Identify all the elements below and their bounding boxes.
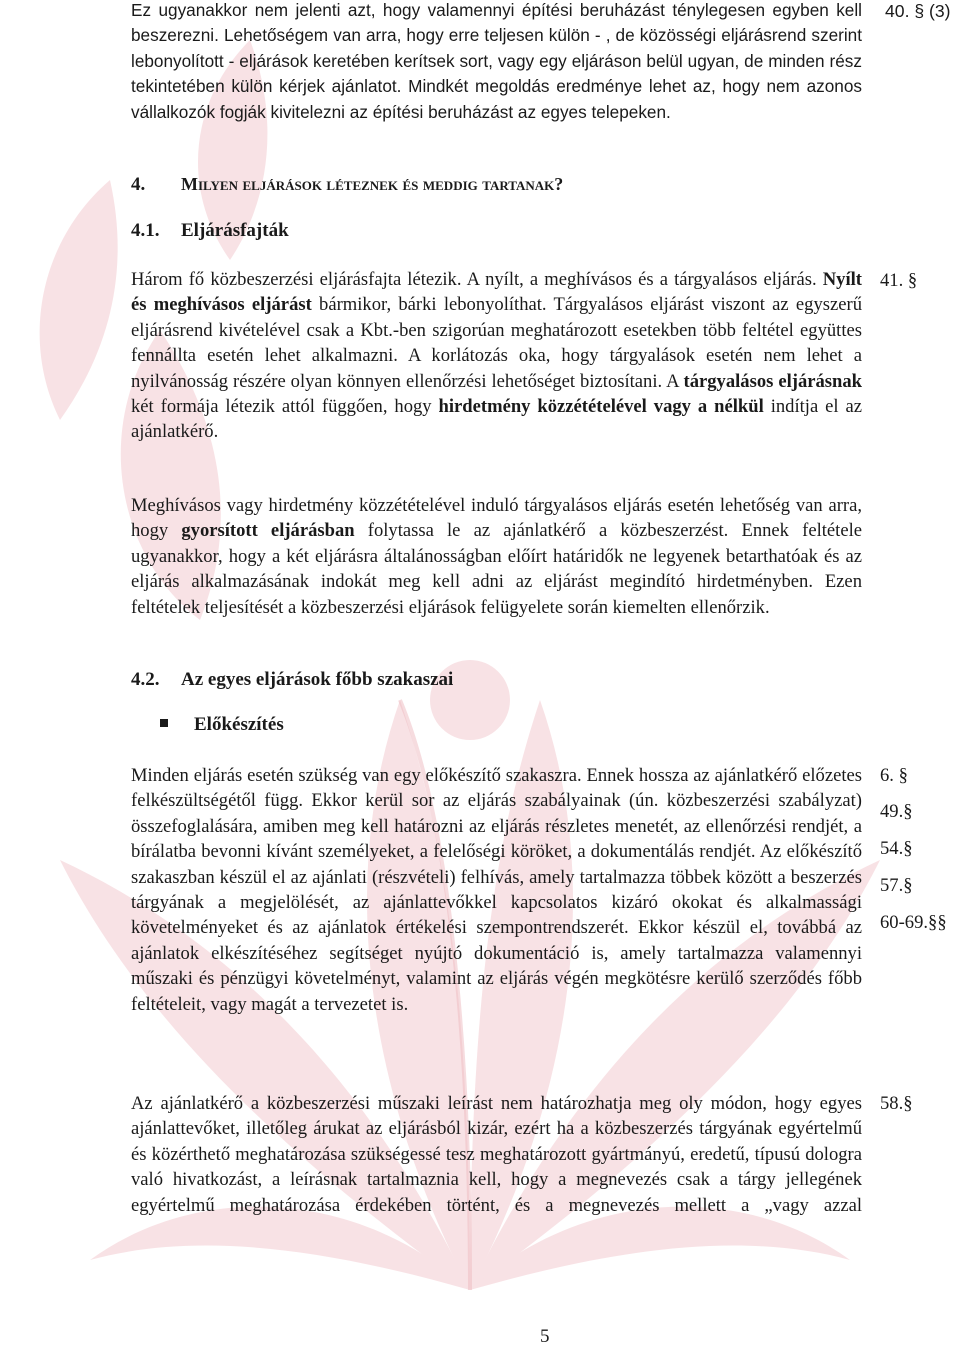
- page-number: 5: [540, 1326, 550, 1347]
- intro-text-2: Mindkét megoldás eredménye lehet az, hogy nem azonos vállalkozók fogják kivitelezni az építési beruházást az egyes telepeken.: [131, 76, 862, 122]
- margin-note: 6. §: [880, 765, 908, 786]
- margin-note: 41. §: [880, 270, 918, 291]
- bold-run: Nyílt és meghívásos eljárást: [131, 269, 862, 316]
- margin-note: 49.§: [880, 801, 913, 822]
- text-run: Meghívásos vagy hirdetmény közzétételével induló tárgyalásos eljárás esetén lehetőség van arra, hogy: [131, 495, 862, 542]
- section-title: Az egyes eljárások főbb szakaszai: [181, 669, 454, 690]
- elokeszites-paragraph: [131, 763, 862, 1017]
- text-run: folytassa le az ajánlatkérő a közbeszerzést. Ennek feltétele ugyanakkor, hogy a két eljárásra általánosságban előírt határidők ne legyenek betarthatóak és az eljárás alkalmazásának indokát meg kell adni az eljárást megindító hirdetményben. Ezen feltételek teljesítését a közbeszerzési eljárások felügyelete során kiemelten ellenőrzik.: [131, 520, 862, 618]
- gyorsitott-paragraph: [131, 493, 862, 620]
- bold-run: hirdetmény közzétételével vagy a nélkül: [438, 396, 764, 418]
- section-heading-4-2: [131, 669, 453, 691]
- bold-run: tárgyalásos eljárásnak: [683, 370, 863, 392]
- section-number: 4.: [131, 174, 146, 195]
- margin-note: 60-69.§§: [880, 912, 947, 933]
- margin-note: 58.§: [880, 1093, 913, 1114]
- text-run: két formája létezik attól függően, hogy: [131, 396, 439, 418]
- margin-note: 40. § (3): [885, 1, 951, 21]
- intro-text: Ez ugyanakkor nem jelenti azt, hogy valamennyi építési beruházást ténylegesen egyben kell beszerezni. Lehetőségem van arra, hogy erre teljesen külön - , de közösségi eljárásrend szerint lebonyolított - eljárások keretében kerítsek sort, vagy egy eljáráson belül ugyan, de minden rész tekintetében külön kérjek ajánlatot.: [131, 0, 862, 97]
- elokeszites-text: Minden eljárás esetén szükség van egy előkészítő szakaszra. Ennek hossza az ajánlatkérő előzetes felkészültségétől függ. Ekkor kerül sor az eljárás szabályainak (ún. közbeszerzési szabályzat) összefoglalására, amiben meg kell határozni az eljárás részletes menetét, az ellenőrzési rendjét, a bírálatba bevonni kívánt személyeket, a felelőségi köröket, a dokumentálás rendjét. Az előkészítő szakaszban készül el az ajánlati (részvételi) felhívás, amely tartalmazza többek között a beszerzés tárgyának a megjelölését, az ajánlattevőkkel kapcsolatos kizáró okokat és alkalmassági követelményeket és az ajánlatok értékelési szempontrendszerét. Ekkor készül el, továbbá az ajánlatok elkészítéséhez segítséget nyújtó dokumentáció is, amely tartalmazza valamennyi műszaki és pénzügyi követelményt, valamint az eljárás végén megkötésre kerülő szerződés főbb feltételeit, vagy magát a tervezetet is.: [131, 765, 862, 1015]
- section-title: Eljárásfajták: [181, 220, 289, 241]
- text-run: indítja el az ajánlatkérő.: [131, 396, 863, 443]
- square-bullet-icon: [160, 719, 168, 727]
- bold-run: gyorsított eljárásban: [181, 520, 355, 542]
- section-title: Milyen eljárások léteznek és meddig tartanak?: [181, 174, 564, 194]
- eljarasfajtak-paragraph: [131, 267, 862, 445]
- intro-paragraph: [131, 0, 862, 125]
- text-run: bármikor, bárki lebonyolíthat. Tárgyalásos eljárást viszont az egyszerű eljárásrend kivételével csak a Kbt.-ben szigorúan meghatározott esetekben több feltétel együttes fennállta esetén lehet alkalmazni. A korlátozás oka, hogy tárgyalások esetén nem lehet a nyilvánosság részére olyan könnyen ellenőrzési lehetőséget biztosítani. A: [131, 294, 862, 392]
- bullet-item: [160, 714, 284, 736]
- section-number: 4.2.: [131, 669, 160, 690]
- margin-note: 54.§: [880, 838, 913, 859]
- muszaki-leiras-text: Az ajánlatkérő a közbeszerzési műszaki leírást nem határozhatja meg oly módon, hogy egyes ajánlattevőket, illetőleg árukat az eljárásból kizár, ezért ha a közbeszerzés tárgyának egyértelmű és közérthető meghatározása szükségessé tesz meghatározott gyártmányú, eredetű, típusú dologra való hivatkozást, a leírásnak tartalmaznia kell, hogy a megnevezés csak a tárgy jellegének egyértelmű meghatározása érdekében történt, és a megnevezés mellett a „vagy azzal: [131, 1093, 862, 1216]
- margin-note: 57.§: [880, 875, 913, 896]
- section-heading-4: [131, 174, 563, 196]
- bullet-label: Előkészítés: [194, 714, 284, 735]
- text-run: Három fő közbeszerzési eljárásfajta létezik. A nyílt, a meghívásos és a tárgyalásos eljárás.: [131, 269, 823, 290]
- section-heading-4-1: [131, 220, 289, 242]
- muszaki-leiras-paragraph: [131, 1091, 862, 1218]
- section-number: 4.1.: [131, 220, 160, 241]
